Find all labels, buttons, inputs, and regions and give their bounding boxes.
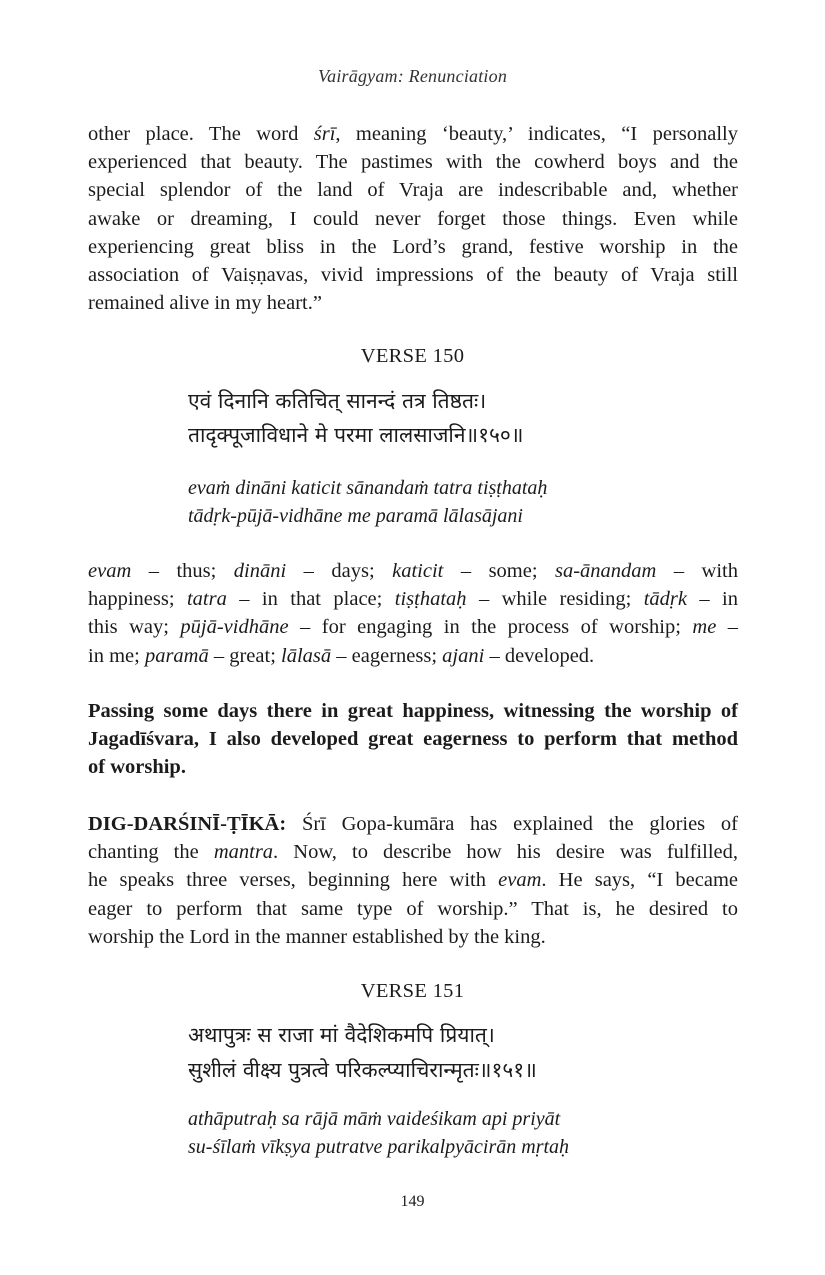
text-line: other place. The word śrī, meaning ‘beauty,’ indicates, “I personally [88,123,738,145]
verse-150-synonyms [88,557,738,670]
text-line: Passing some days there in great happiness, witnessing the worship of [88,700,738,722]
text-line: Jagadīśvara, I also developed great eagerness to perform that method [88,728,738,751]
text-line: association of Vaiṣṇavas, vivid impressions of the beauty of Vraja still [88,264,738,287]
text-line: experienced that beauty. The pastimes with the cowherd boys and the [88,151,738,174]
verse-150-heading: VERSE 150 [360,345,465,367]
verse-151-devanagari-line-2: सुशीलं वीक्ष्य पुत्रत्वे परिकल्प्याचिरान्मृतः॥१५१॥ [188,1058,537,1082]
text-line: evam – thus; dināni – days; katicit – some; sa-ānandam – with [88,560,738,582]
verse-151-transliteration-line-2: su-śīlaṁ vīkṣya putratve parikalpyācirān mṛtaḥ [188,1136,570,1158]
verse-150-transliteration-line-1: evaṁ dināni katicit sānandaṁ tatra tiṣṭhataḥ [188,477,548,499]
text-line: special splendor of the land of Vraja are indescribable and, whether [88,179,738,202]
text-line: DIG-DARŚINĪ-ṬĪKĀ: Śrī Gopa-kumāra has explained the glories of [88,813,738,835]
verse-150-devanagari-line-2: तादृक्पूजाविधाने मे परमा लालसाजनि॥१५०॥ [188,423,524,447]
text-line: he speaks three verses, beginning here with evam. He says, “I became [88,869,738,892]
text-line: of worship. [88,756,186,779]
verse-150-transliteration-line-2: tādṛk-pūjā-vidhāne me paramā lālasājani [188,505,523,527]
text-line: in me; paramā – great; lālasā – eagerness; ajani – developed. [88,644,595,667]
text-line: this way; pūjā-vidhāne – for engaging in the process of worship; me – [88,616,739,639]
verse-151-transliteration-line-1: athāputraḥ sa rājā māṁ vaideśikam api priyāt [188,1108,561,1130]
verse-151-heading: VERSE 151 [360,980,465,1002]
text-line: chanting the mantra. Now, to describe how his desire was fulfilled, [88,841,738,864]
text-line: awake or dreaming, I could never forget those things. Even while [88,207,738,230]
text-line: eager to perform that same type of worship.” That is, he desired to [88,897,738,920]
text-line: experiencing great bliss in the Lord’s grand, festive worship in the [88,235,738,258]
paragraph-1 [88,120,738,317]
verse-150-commentary [88,810,738,951]
text-line: worship the Lord in the manner established by the king. [88,925,546,948]
verse-150-devanagari-line-1: एवं दिनानि कतिचित् सानन्दं तत्र तिष्ठतः। [188,389,487,413]
page-number: 149 [400,1193,425,1210]
running-head: Vairāgyam: Renunciation [317,66,508,86]
verse-151-devanagari-line-1: अथापुत्रः स राजा मां वैदेशिकमपि प्रियात्। [188,1023,495,1047]
text-line: happiness; tatra – in that place; tiṣṭhataḥ – while residing; tādṛk – in [88,588,738,611]
verse-150-translation [88,697,738,782]
text-line: remained alive in my heart.” [88,292,322,315]
